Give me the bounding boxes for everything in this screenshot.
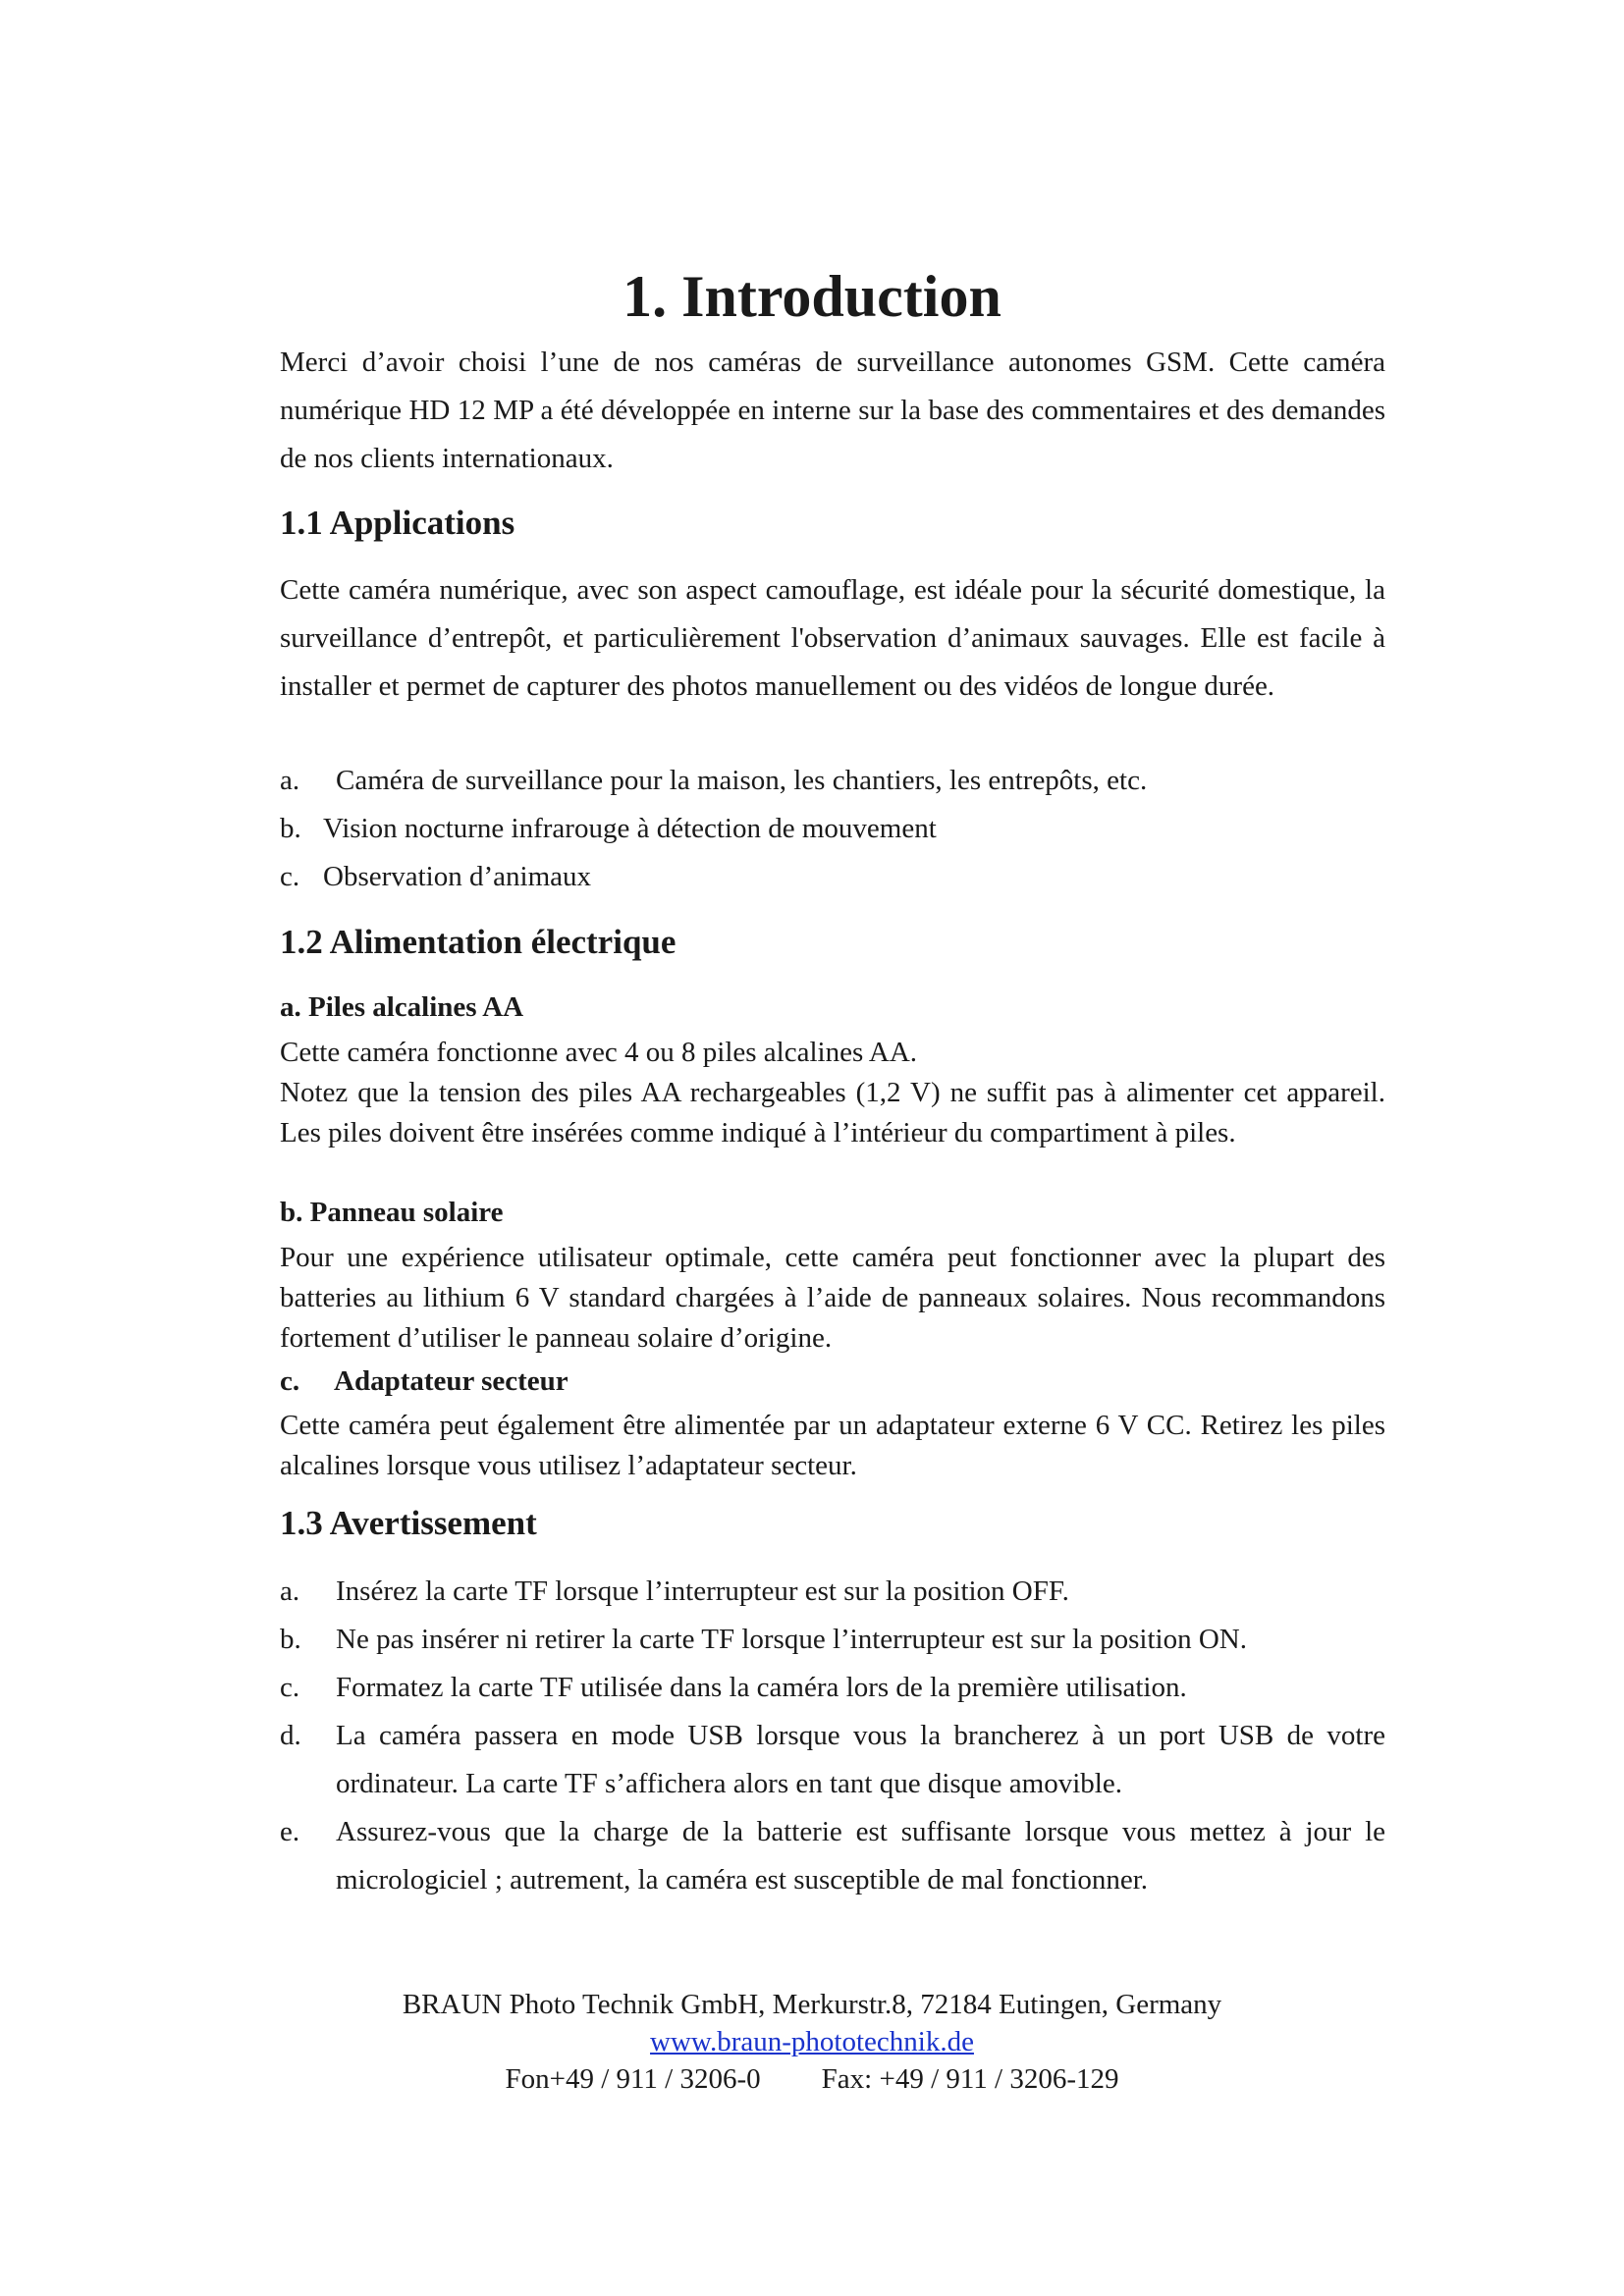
- batteries-line: Cette caméra fonctionne avec 4 ou 8 piles alcalines AA.: [280, 1037, 918, 1068]
- list-marker: a.: [280, 765, 300, 796]
- list-item: [280, 757, 1385, 805]
- list-item: [280, 1568, 1385, 1616]
- subsection-marker: c.: [280, 1365, 300, 1397]
- batteries-note: Notez que la tension des piles AA rechargeables (1,2 V) ne suffit pas à alimenter cet appareil. Les piles doivent être insérées comme indiqué à l’intérieur du compartiment à piles.: [280, 1077, 1385, 1148]
- subsection-adapter: [280, 1361, 1385, 1402]
- subsection-title: Panneau solaire: [309, 1197, 504, 1228]
- list-marker: c.: [280, 1672, 300, 1703]
- section-heading-warning: 1.3 Avertissement: [280, 1504, 537, 1542]
- list-text: Caméra de surveillance pour la maison, les chantiers, les entrepôts, etc.: [336, 765, 1148, 796]
- list-item: [280, 1808, 1385, 1904]
- list-marker: b.: [280, 1624, 301, 1655]
- footer-company: BRAUN Photo Technik GmbH, Merkurstr.8, 72184 Eutingen, Germany: [402, 1989, 1222, 2020]
- applications-paragraph: Cette caméra numérique, avec son aspect camouflage, est idéale pour la sécurité domestique, la surveillance d’entrepôt, et particulièrement l'observation d’animaux sauvages. Elle est facile à installer et permet de capturer des photos manuellement ou des vidéos de longue durée.: [280, 574, 1385, 702]
- section-heading-applications: 1.1 Applications: [280, 504, 515, 542]
- list-text: Formatez la carte TF utilisée dans la caméra lors de la première utilisation.: [336, 1672, 1187, 1703]
- footer-website-link[interactable]: www.braun-phototechnik.de: [650, 2026, 974, 2057]
- list-item: [280, 1712, 1385, 1808]
- list-text: Assurez-vous que la charge de la batterie est suffisante lorsque vous mettez à jour le micrologiciel ; autrement, la caméra est susceptible de mal fonctionner.: [336, 1816, 1385, 1896]
- list-text: Insérez la carte TF lorsque l’interrupteur est sur la position OFF.: [336, 1575, 1069, 1607]
- subsection-marker: b.: [280, 1197, 303, 1228]
- intro-paragraph: Merci d’avoir choisi l’une de nos caméras de surveillance autonomes GSM. Cette caméra numérique HD 12 MP a été développée en interne sur la base des commentaires et des demandes de nos clients internationaux.: [280, 347, 1385, 474]
- subsection-title: Adaptateur secteur: [334, 1365, 568, 1397]
- list-item: [280, 1664, 1385, 1712]
- footer-fax: Fax: +49 / 911 / 3206-129: [821, 2063, 1119, 2095]
- subsection-title: Piles alcalines AA: [308, 991, 524, 1023]
- footer-website-line: [0, 2023, 1624, 2060]
- list-text: Observation d’animaux: [323, 861, 592, 892]
- subsection-batteries: [280, 987, 1385, 1028]
- list-marker: c.: [280, 861, 300, 892]
- list-marker: b.: [280, 813, 301, 844]
- list-text: La caméra passera en mode USB lorsque vous la brancherez à un port USB de votre ordinateur. La carte TF s’affichera alors en tant que disque amovible.: [336, 1720, 1385, 1799]
- list-marker: a.: [280, 1575, 300, 1607]
- list-item: [280, 805, 1385, 853]
- list-text: Vision nocturne infrarouge à détection de mouvement: [323, 813, 937, 844]
- list-item: [280, 853, 1385, 901]
- list-marker: d.: [280, 1720, 301, 1751]
- page-title: 1. Introduction: [623, 264, 1001, 329]
- list-marker: e.: [280, 1816, 300, 1847]
- list-text: Ne pas insérer ni retirer la carte TF lorsque l’interrupteur est sur la position ON.: [336, 1624, 1247, 1655]
- section-heading-power: 1.2 Alimentation électrique: [280, 923, 677, 961]
- subsection-marker: a.: [280, 991, 301, 1023]
- list-item: [280, 1616, 1385, 1664]
- footer-contact: [0, 2060, 1624, 2098]
- subsection-solar: [280, 1192, 1385, 1233]
- footer-phone: Fon+49 / 911 / 3206-0: [505, 2063, 761, 2095]
- solar-paragraph: Pour une expérience utilisateur optimale, cette caméra peut fonctionner avec la plupart des batteries au lithium 6 V standard chargées à l’aide de panneaux solaires. Nous recommandons fortement d’utiliser le panneau solaire d’origine.: [280, 1242, 1385, 1354]
- adapter-paragraph: Cette caméra peut également être alimentée par un adaptateur externe 6 V CC. Retirez les piles alcalines lorsque vous utilisez l’adaptateur secteur.: [280, 1410, 1385, 1481]
